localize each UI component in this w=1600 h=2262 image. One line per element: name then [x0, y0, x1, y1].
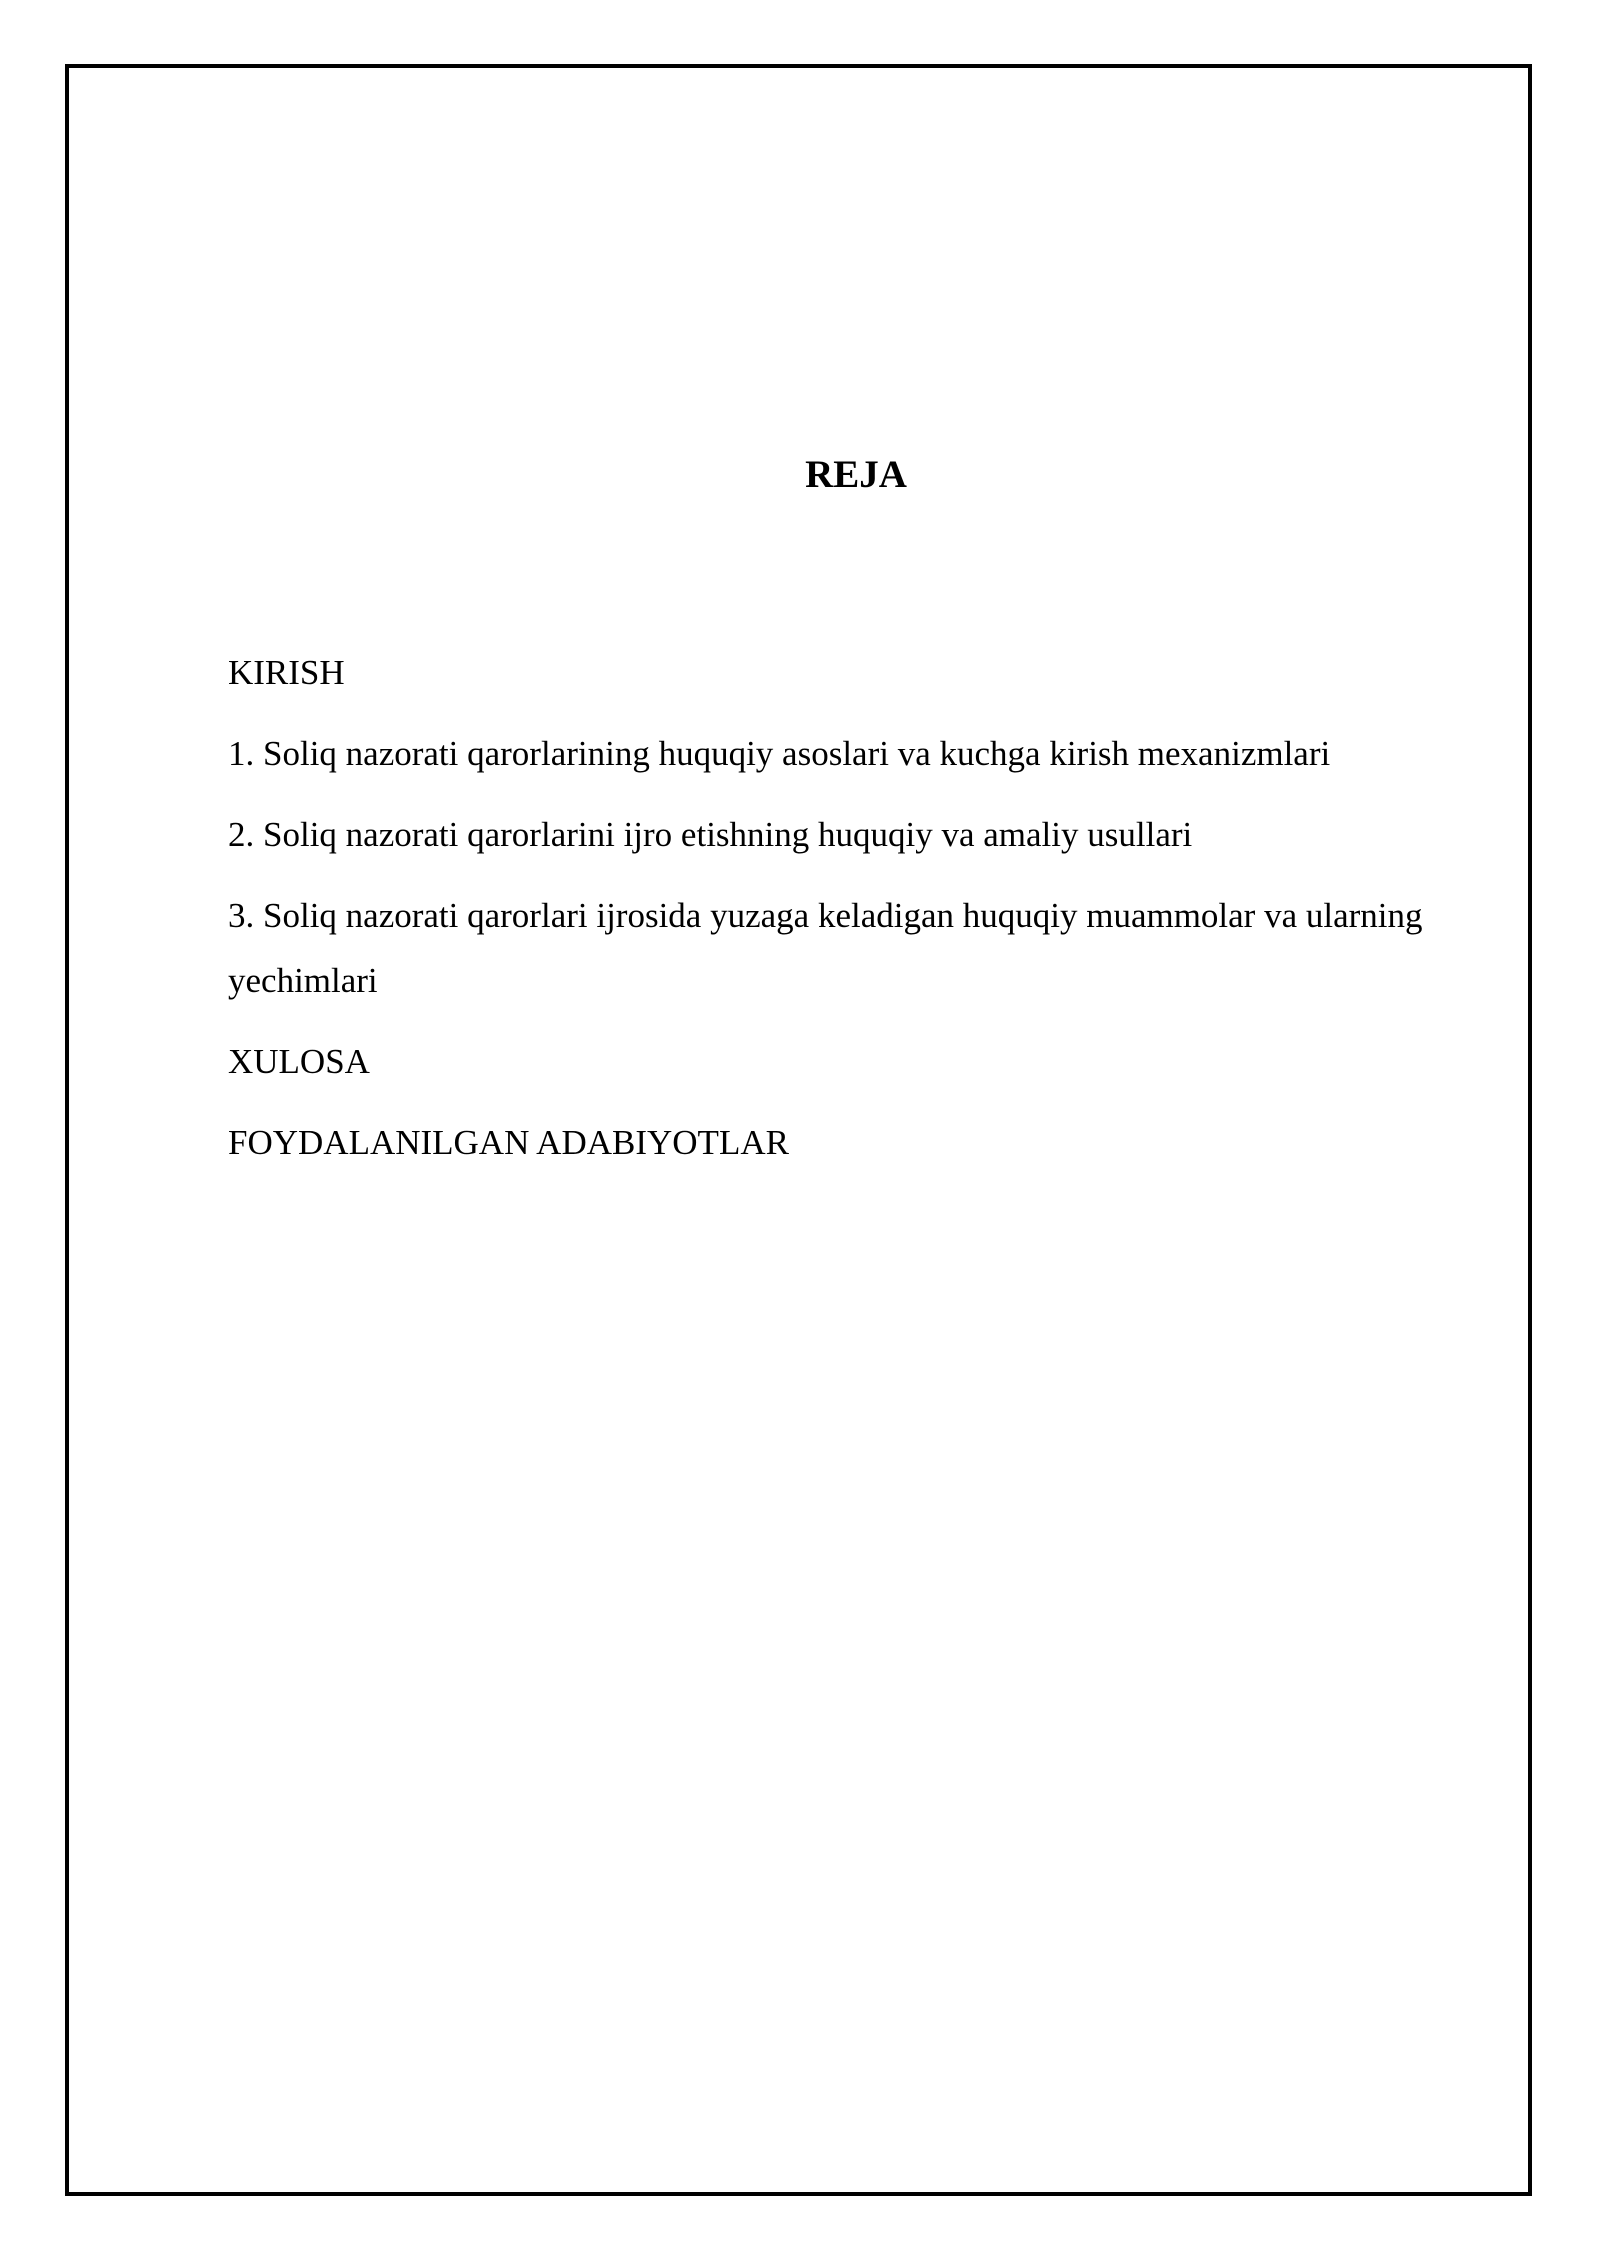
toc-item-references: FOYDALANILGAN ADABIYOTLAR	[228, 1123, 789, 1162]
page-title: REJA	[805, 453, 907, 496]
toc-item-conclusion: XULOSA	[228, 1042, 370, 1081]
table-of-contents	[228, 640, 1458, 1191]
toc-item-introduction: KIRISH	[228, 653, 345, 692]
toc-item-section-1: 1. Soliq nazorati qarorlarining huquqiy asoslari va kuchga kirish mexanizmlari	[228, 734, 1331, 773]
toc-item-section-2: 2. Soliq nazorati qarorlarini ijro etishning huquqiy va amaliy usullari	[228, 815, 1193, 854]
toc-item-section-3: 3. Soliq nazorati qarorlari ijrosida yuzaga keladigan huquqiy muammolar va ularning yechimlari	[228, 896, 1423, 1000]
